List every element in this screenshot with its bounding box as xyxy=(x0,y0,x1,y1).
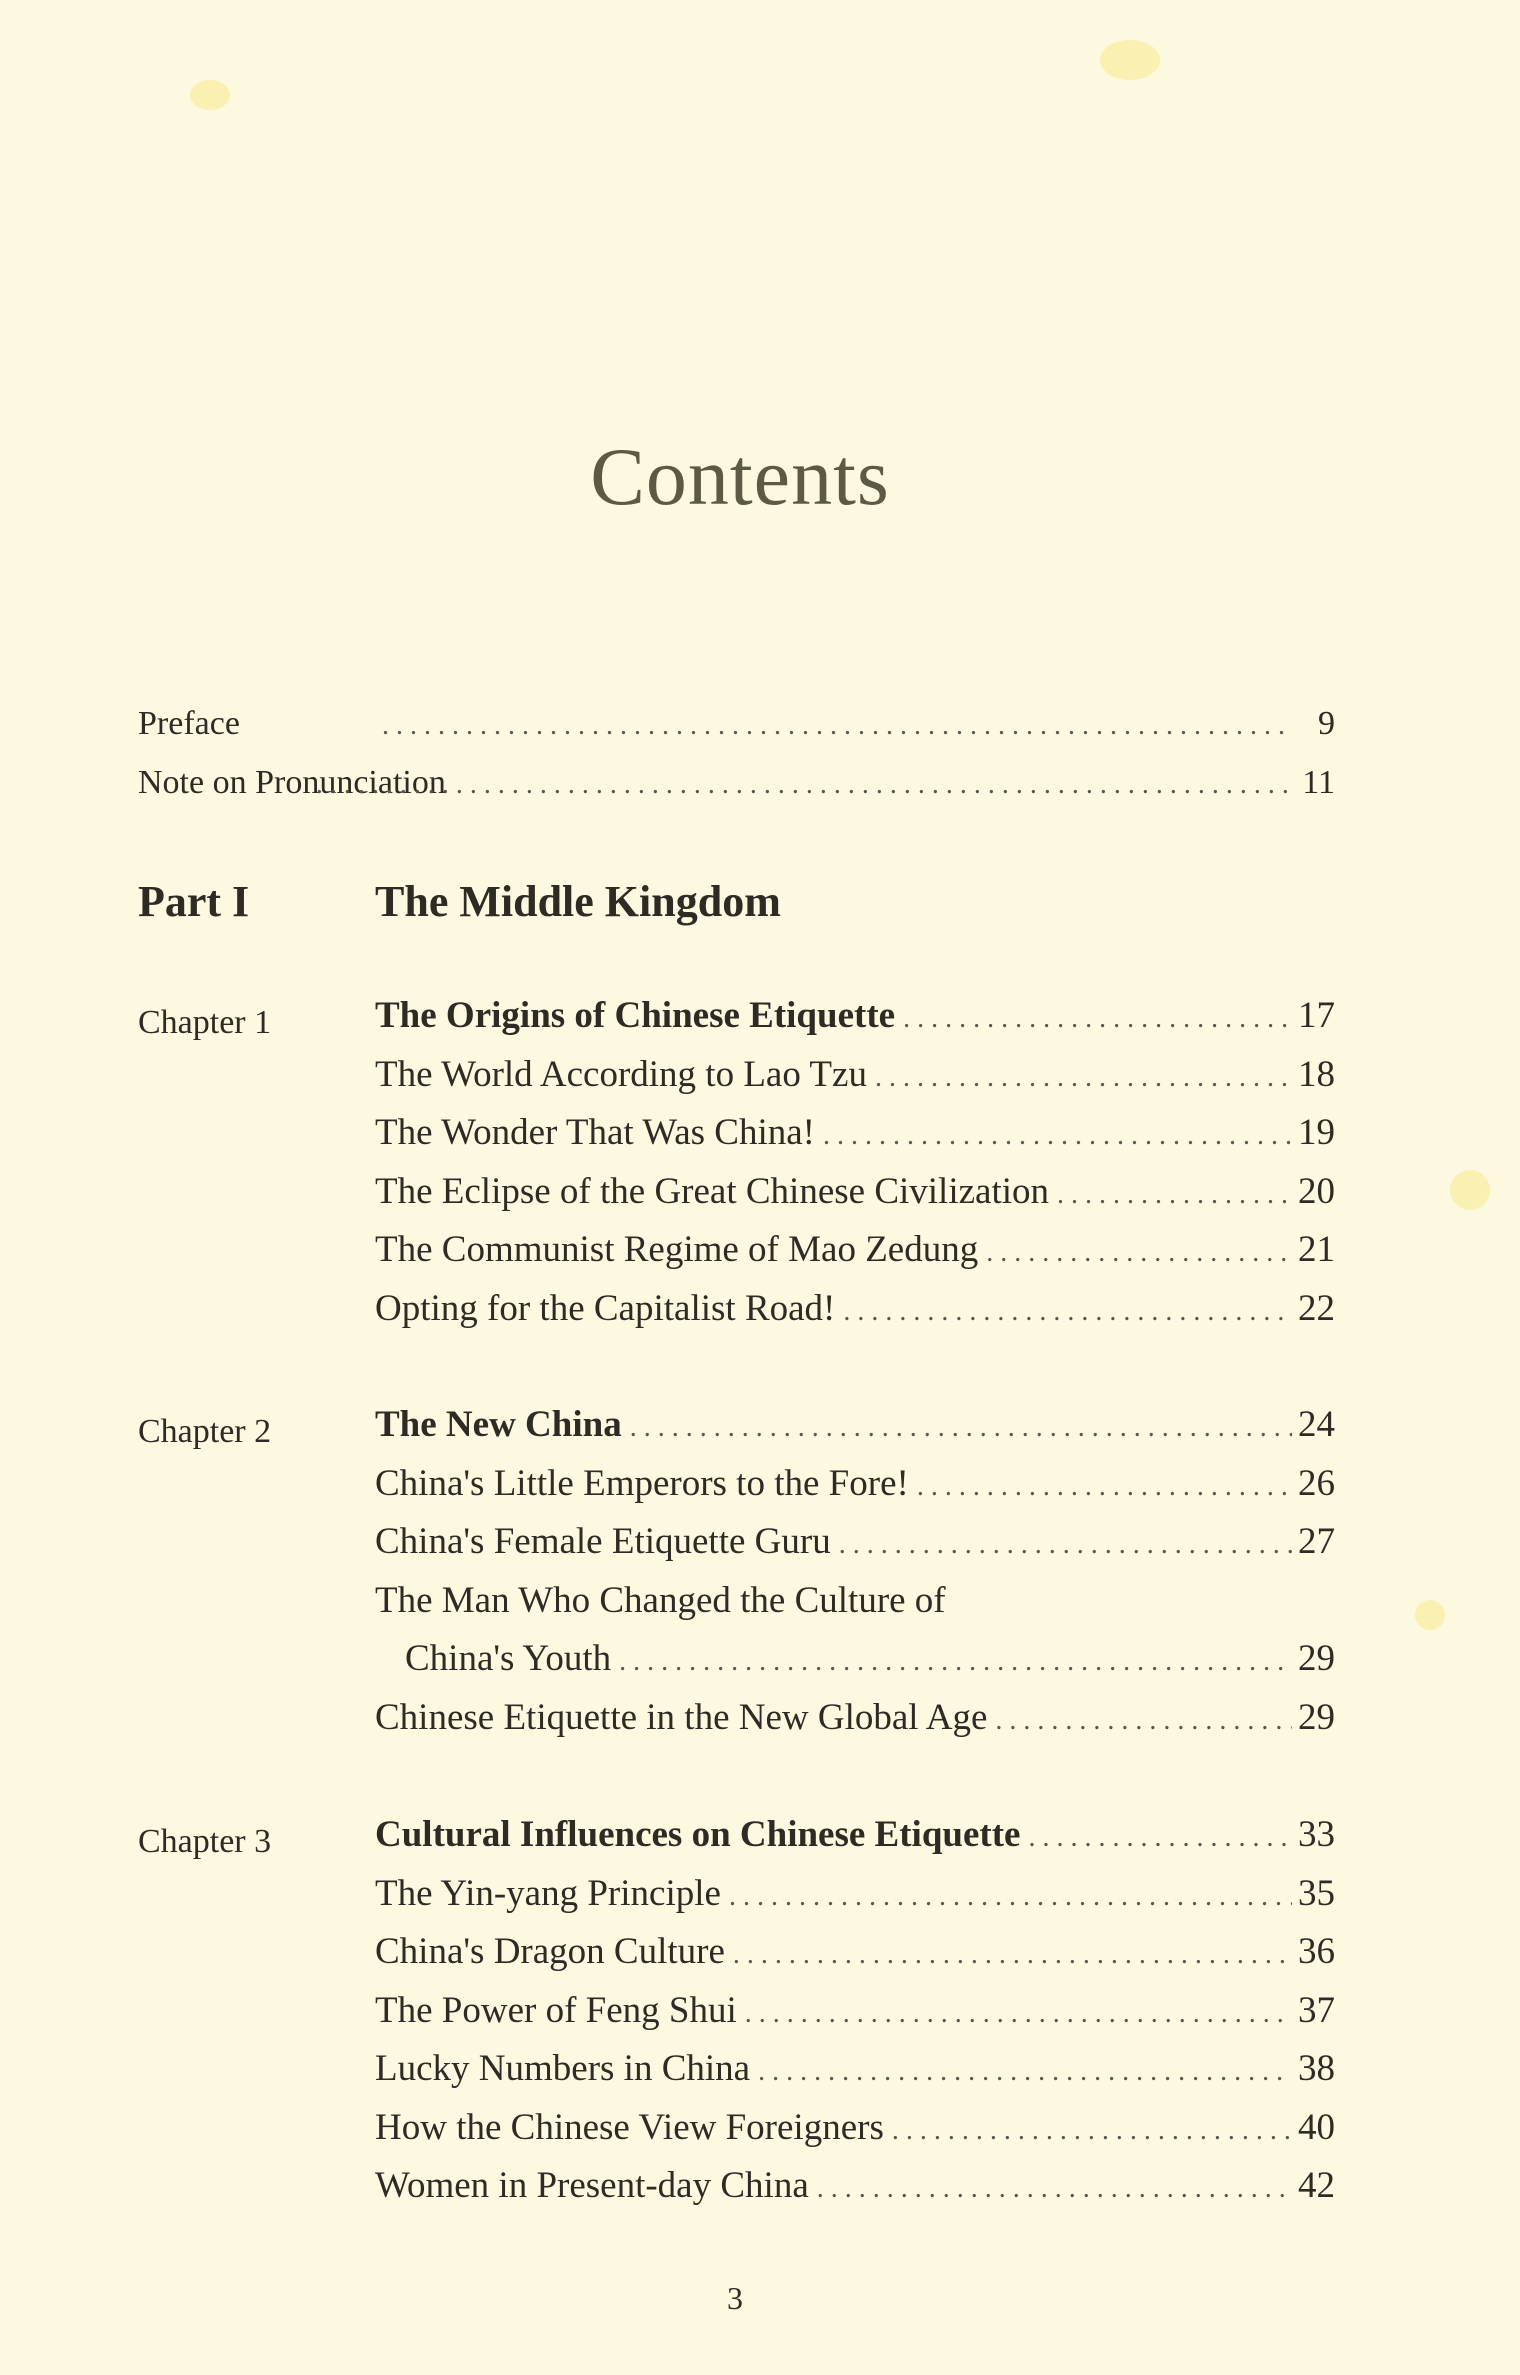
paper-stain xyxy=(1450,1170,1490,1210)
leader-dots xyxy=(903,1003,1292,1035)
toc-entry[interactable] xyxy=(375,1579,1335,1638)
toc-entry-page: 37 xyxy=(1298,1989,1335,2031)
chapter-label: Chapter 2 xyxy=(138,1413,272,1450)
toc-entry-page: 36 xyxy=(1298,1931,1335,1972)
toc-entry-title: Lucky Numbers in China xyxy=(375,2048,751,2089)
toc-entry[interactable] xyxy=(375,1053,1335,1112)
leader-dots xyxy=(839,1529,1292,1561)
leader-dots xyxy=(892,2115,1292,2147)
toc-entry-page: 20 xyxy=(1298,1170,1335,1212)
part-label: Part I xyxy=(138,877,250,926)
toc-entry[interactable] xyxy=(375,1930,1335,1989)
toc-entry[interactable] xyxy=(375,1287,1335,1346)
toc-entry[interactable] xyxy=(375,1403,1335,1462)
leader-dots xyxy=(619,1646,1292,1678)
toc-entry-page: 27 xyxy=(1298,1521,1335,1562)
toc-entry[interactable] xyxy=(375,1462,1335,1521)
toc-entry[interactable] xyxy=(375,1520,1335,1579)
toc-entry[interactable] xyxy=(375,1228,1335,1287)
toc-entry[interactable] xyxy=(375,1696,1335,1755)
leader-dots xyxy=(733,1939,1292,1971)
toc-entry[interactable] xyxy=(375,2047,1335,2106)
toc-entry-title: China's Little Emperors to the Fore! xyxy=(375,1462,909,1504)
toc-entry-preface[interactable] xyxy=(138,705,1335,764)
paper-stain xyxy=(1415,1600,1445,1630)
toc-entry-title: How the Chinese View Foreigners xyxy=(375,2106,884,2148)
leader-dots xyxy=(995,1705,1292,1737)
toc-entry-page: 19 xyxy=(1298,1112,1335,1153)
toc-entry-page: 35 xyxy=(1298,1872,1335,1914)
toc-entry-title: The Wonder That Was China! xyxy=(375,1112,816,1153)
toc-entry[interactable] xyxy=(375,1813,1335,1872)
toc-entry-page: 42 xyxy=(1298,2165,1335,2206)
toc-entry[interactable] xyxy=(375,994,1335,1053)
toc-entry[interactable] xyxy=(375,1170,1335,1229)
leader-dots xyxy=(917,1471,1292,1503)
toc-entry-page: 17 xyxy=(1298,995,1335,1036)
toc-entry-title: The Power of Feng Shui xyxy=(375,1989,737,2031)
toc-entry[interactable] xyxy=(375,2164,1335,2223)
toc-entry-page: 29 xyxy=(1298,1696,1335,1738)
toc-entry-title: Opting for the Capitalist Road! xyxy=(375,1287,836,1329)
toc-entry-note-on-pronunciation[interactable] xyxy=(138,764,1335,823)
toc-entry-title: The Eclipse of the Great Chinese Civilization xyxy=(375,1170,1050,1212)
toc-entry-page: 9 xyxy=(1318,705,1335,742)
toc-entry-title: Women in Present-day China xyxy=(375,2165,809,2206)
toc-entry-page: 29 xyxy=(1298,1638,1335,1679)
toc-entry-page: 24 xyxy=(1298,1404,1335,1445)
toc-entry-title: The Yin-yang Principle xyxy=(375,1872,721,1914)
toc-entry-page: 40 xyxy=(1298,2106,1335,2148)
toc-entry-page: 33 xyxy=(1298,1814,1335,1855)
toc-entry-title: Chinese Etiquette in the New Global Age xyxy=(375,1696,988,1738)
leader-dots xyxy=(875,1062,1292,1094)
toc-entry[interactable] xyxy=(375,1989,1335,2048)
toc-entry[interactable] xyxy=(375,2106,1335,2165)
leader-dots xyxy=(382,710,1293,742)
paper-stain xyxy=(1100,40,1160,80)
leader-dots xyxy=(986,1237,1292,1269)
leader-dots xyxy=(745,1998,1292,2030)
toc-entry-title: Cultural Influences on Chinese Etiquette xyxy=(375,1814,1021,1855)
part-title: The Middle Kingdom xyxy=(375,877,781,926)
front-matter xyxy=(138,705,1335,823)
toc-entry[interactable] xyxy=(375,1111,1335,1170)
chapter-entries xyxy=(375,1403,1335,1754)
chapter-label: Chapter 3 xyxy=(138,1823,272,1860)
toc-entry-title: Preface xyxy=(138,705,240,742)
leader-dots xyxy=(817,2173,1292,2205)
toc-entry-title: The Communist Regime of Mao Zedung xyxy=(375,1229,979,1270)
toc-entry-page: 26 xyxy=(1298,1462,1335,1504)
leader-dots xyxy=(316,769,1293,801)
chapter-entries xyxy=(375,1813,1335,2223)
toc-entry-title-continued: China's Youth xyxy=(405,1638,612,1679)
toc-entry-page: 21 xyxy=(1298,1229,1335,1270)
toc-entry-title: Note on Pronunciation xyxy=(138,764,446,801)
page-title: Contents xyxy=(590,431,890,522)
leader-dots xyxy=(823,1120,1292,1152)
toc-entry-title: The Man Who Changed the Culture of xyxy=(375,1579,946,1621)
toc-entry[interactable] xyxy=(375,1872,1335,1931)
leader-dots xyxy=(1028,1822,1292,1854)
chapter-entries xyxy=(375,994,1335,1345)
toc-entry-title: China's Female Etiquette Guru xyxy=(375,1521,831,1562)
part-heading xyxy=(138,876,1335,927)
toc-entry-title: China's Dragon Culture xyxy=(375,1931,725,1972)
toc-entry-page: 11 xyxy=(1302,764,1335,801)
leader-dots xyxy=(843,1296,1292,1328)
leader-dots xyxy=(1057,1179,1292,1211)
toc-entry-title: The Origins of Chinese Etiquette xyxy=(375,995,896,1036)
page-number: 3 xyxy=(727,2280,743,2316)
toc-entry-title: The World According to Lao Tzu xyxy=(375,1053,867,1095)
toc-entry-page: 22 xyxy=(1298,1287,1335,1329)
toc-entry-page: 38 xyxy=(1298,2048,1335,2089)
toc-entry-title: The New China xyxy=(375,1404,622,1445)
leader-dots xyxy=(758,2056,1292,2088)
chapter-label: Chapter 1 xyxy=(138,1004,272,1041)
leader-dots xyxy=(729,1881,1292,1913)
paper-stain xyxy=(190,80,230,110)
toc-entry-continuation[interactable] xyxy=(375,1637,1335,1696)
leader-dots xyxy=(630,1412,1292,1444)
toc-entry-page: 18 xyxy=(1298,1053,1335,1095)
